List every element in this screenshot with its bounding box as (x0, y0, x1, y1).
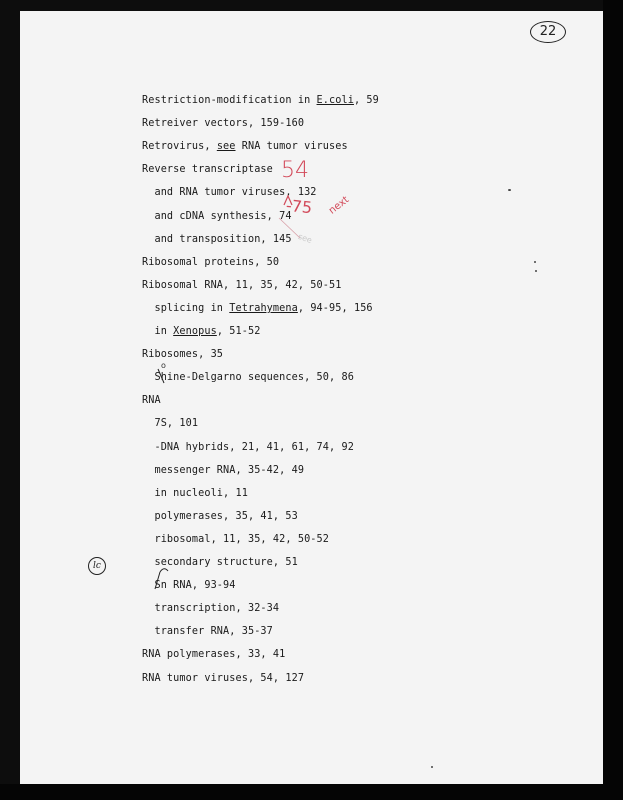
handwritten-note-next: next (326, 194, 352, 217)
entry-text: RNA tumor viruses, 54, 127 (142, 672, 305, 684)
handwritten-insert-75: -75 (285, 195, 314, 218)
entry-text: messenger RNA, 35-42, 49 (142, 464, 305, 476)
entry-text: Retrovirus, (142, 141, 217, 153)
entry-text: Restriction-modification in (142, 95, 317, 106)
speck (508, 189, 511, 191)
faint-note-see: see (296, 231, 314, 246)
entry-text: Sn RNA, 93-94 (142, 580, 236, 592)
entry-text: and transposition, 145 (142, 233, 292, 245)
entry-text-suffix: , 59 (353, 95, 379, 106)
correction-letter-o: o (161, 361, 166, 370)
entry-text: Ribosomes, 35 (142, 349, 224, 361)
entry-text: secondary structure, 51 (142, 557, 298, 568)
handwritten-insert-54: 54 (281, 158, 309, 183)
entry-text: polymerases, 35, 41, 53 (142, 510, 298, 522)
entry-text: RNA (142, 395, 161, 407)
entry-text-suffix: RNA tumor viruses (235, 141, 348, 153)
speck (535, 270, 537, 272)
entry-text: 7S, 101 (142, 418, 199, 430)
entry-text: Ribosomal proteins, 50 (142, 256, 280, 268)
entry-text: Reverse transcriptase (142, 164, 273, 176)
entry-text: in (142, 326, 174, 337)
entry-text: transfer RNA, 35-37 (142, 626, 273, 638)
entry-text: Ribosomal RNA, 11, 35, 42, 50-51 (142, 279, 342, 291)
entry-text: in nucleoli, 11 (142, 487, 248, 499)
entry-text-suffix: , 51-52 (216, 326, 261, 337)
entry-underlined-term: Xenopus (173, 326, 217, 337)
entry-text: Shine-Delgarno sequences, 50, 86 (142, 372, 354, 384)
entry-text: and cDNA synthesis, 74 (142, 210, 292, 222)
speck (431, 766, 433, 768)
entry-text: splicing in (142, 302, 230, 314)
margin-lc-mark: lc (88, 557, 106, 575)
entry-underlined-term: Tetrahymena (229, 302, 298, 314)
entry-text: -DNA hybrids, 21, 41, 61, 74, 92 (142, 441, 354, 453)
page-number: 22 (530, 21, 566, 43)
entry-text: and RNA tumor viruses, 132 (142, 187, 317, 199)
entry-underlined-term: see (216, 141, 236, 153)
entry-text: RNA polymerases, 33, 41 (142, 649, 286, 661)
entry-underlined-term: E.coli (316, 95, 354, 106)
entry-text: ribosomal, 11, 35, 42, 50-52 (142, 533, 330, 545)
entry-text-suffix: , 94-95, 156 (297, 302, 373, 314)
entry-text: Retreiver vectors, 159-160 (142, 118, 305, 130)
entry-text: transcription, 32-34 (142, 603, 280, 615)
speck (534, 261, 536, 263)
